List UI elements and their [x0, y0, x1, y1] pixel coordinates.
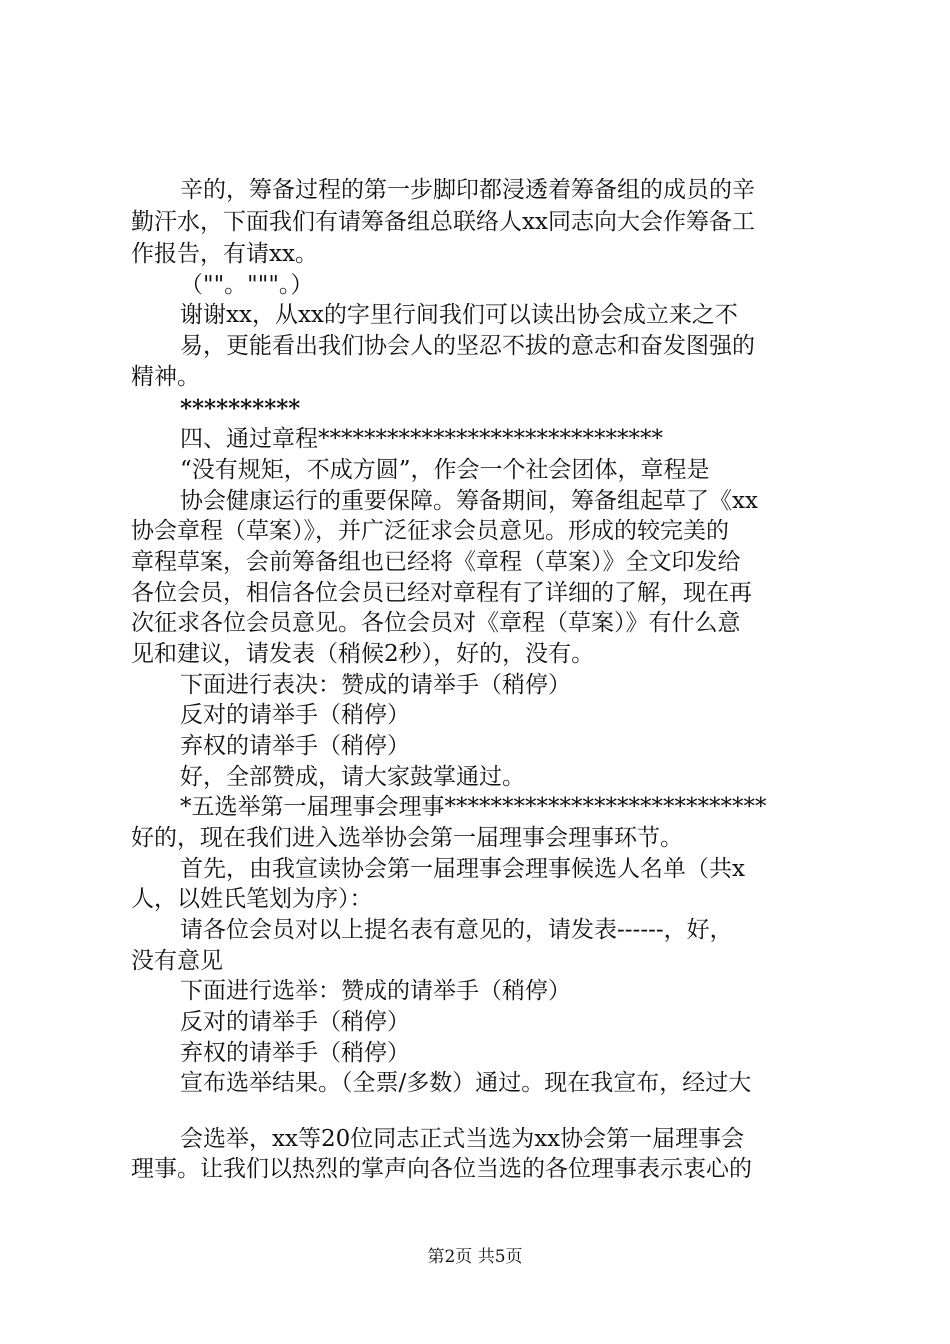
text-line: 协会章程（草案）》，并广泛征求会员意见。形成的较完美的: [131, 518, 729, 544]
text-line: 章程草案，会前筹备组也已经将《章程（草案）》全文印发给: [131, 549, 741, 575]
text-line: 会选举，xx等20位同志正式当选为xx协会第一届理事会: [180, 1126, 745, 1152]
text-line: 请各位会员对以上提名表有意见的，请发表------，好，: [180, 917, 733, 943]
text-line: 下面进行选举：赞成的请举手（稍停）: [180, 978, 571, 1004]
page-footer: 第2页 共5页: [427, 1247, 523, 1267]
text-line: 首先，由我宣读协会第一届理事会理事候选人名单（共x: [180, 856, 745, 882]
text-line: 见和建议，请发表（稍候2秒），好的，没有。: [131, 641, 595, 667]
text-line: （""。"""。）: [180, 272, 314, 298]
text-line: 辛的，筹备过程的第一步脚印都浸透着筹备组的成员的辛: [180, 177, 755, 203]
text-line: 反对的请举手（稍停）: [180, 702, 410, 728]
text-line: 各位会员，相信各位会员已经对章程有了详细的了解，现在再: [131, 580, 752, 606]
text-line: 协会健康运行的重要保障。筹备期间，筹备组起草了《xx: [180, 488, 758, 514]
text-line: 下面进行表决：赞成的请举手（稍停）: [180, 672, 571, 698]
text-line: 宣布选举结果。（全票/多数）通过。现在我宣布，经过大: [180, 1070, 752, 1096]
text-line: 作报告，有请xx。: [131, 241, 318, 267]
text-line: 次征求各位会员意见。各位会员对《章程（草案）》有什么意: [131, 610, 741, 636]
text-line: 理事。让我们以热烈的掌声向各位当选的各位理事表示衷心的: [131, 1156, 752, 1182]
text-line: 好，全部赞成，请大家鼓掌通过。: [180, 764, 525, 790]
text-line: 反对的请举手（稍停）: [180, 1009, 410, 1035]
text-line: 好的，现在我们进入选举协会第一届理事会理事环节。: [131, 825, 683, 851]
text-line: “没有规矩，不成方圆”，作会一个社会团体，章程是: [180, 457, 710, 483]
text-line: 勤汗水，下面我们有请筹备组总联络人xx同志向大会作筹备工: [131, 209, 755, 235]
text-line: 谢谢xx，从xx的字里行间我们可以读出协会成立来之不: [180, 302, 738, 328]
text-line: 易，更能看出我们协会人的坚忍不拔的意志和奋发图强的: [180, 333, 755, 359]
section-heading: *五选举第一届理事会理事****************************: [180, 794, 767, 820]
section-heading: 四、通过章程******************************: [180, 426, 663, 452]
separator-stars: **********: [180, 395, 301, 422]
text-line: 弃权的请举手（稍停）: [180, 1040, 410, 1066]
text-line: 没有意见: [131, 948, 223, 974]
text-line: 弃权的请举手（稍停）: [180, 733, 410, 759]
text-line: 精神。: [131, 364, 200, 390]
text-line: 人，以姓氏笔划为序）：: [131, 886, 373, 912]
